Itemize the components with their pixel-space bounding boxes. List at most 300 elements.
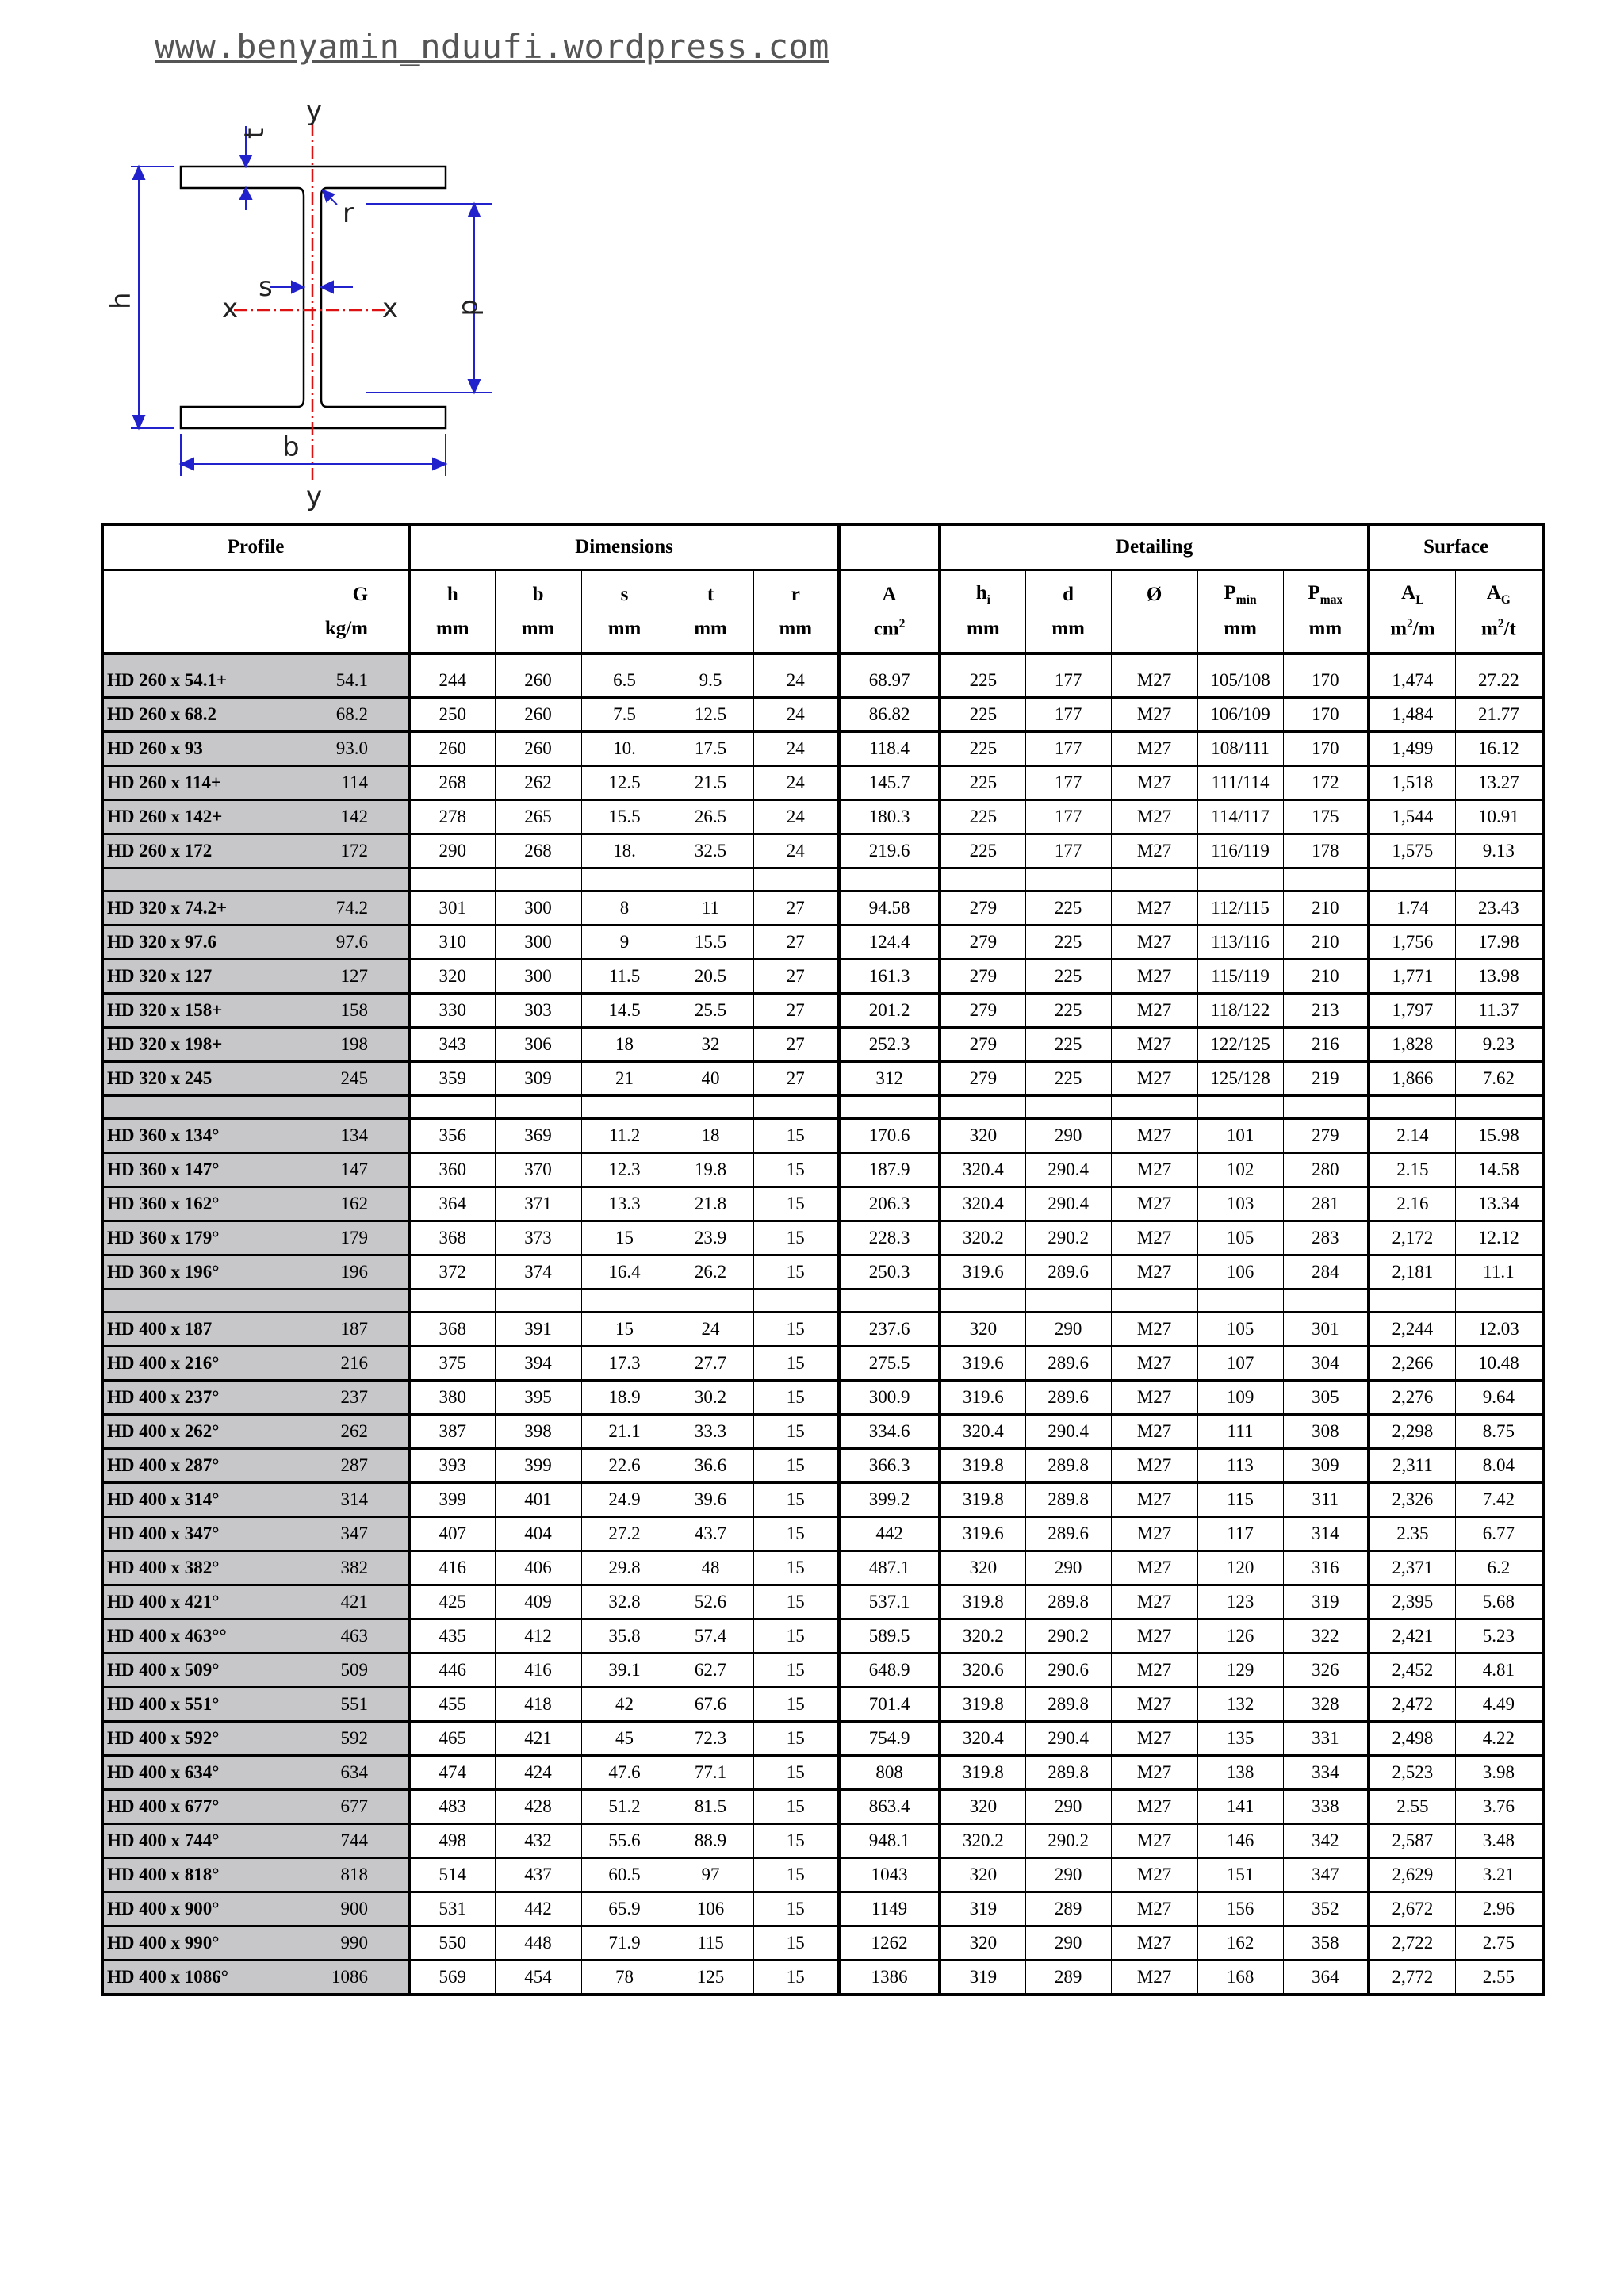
dim-r: 15: [753, 1892, 839, 1926]
profile-name: HD 400 x 1086°: [102, 1961, 253, 1995]
surf-AG: 12.12: [1455, 1221, 1543, 1255]
surf-AG: 13.98: [1455, 960, 1543, 994]
table-row: [102, 1381, 1543, 1415]
weight-G: 677: [253, 1790, 409, 1824]
dim-r: 15: [753, 1517, 839, 1551]
dim-h: 356: [409, 1119, 495, 1153]
dim-s: 39.1: [581, 1654, 668, 1688]
surf-AG: 3.21: [1455, 1858, 1543, 1892]
weight-G: 179: [253, 1221, 409, 1255]
det-hi: 320.4: [940, 1722, 1025, 1756]
label-h: h: [105, 292, 137, 309]
dim-r: 24: [753, 698, 839, 732]
col-G: G: [253, 570, 409, 613]
table-row: [102, 1187, 1543, 1221]
dim-b: 260: [495, 732, 581, 766]
surf-AG: 21.77: [1455, 698, 1543, 732]
spacer-cell: [753, 1290, 839, 1313]
table-row: [102, 1313, 1543, 1347]
dim-t: 25.5: [668, 994, 753, 1028]
dim-t: 19.8: [668, 1153, 753, 1187]
dim-b: 391: [495, 1313, 581, 1347]
det-phi: M27: [1111, 1619, 1197, 1654]
surf-AL: 1,518: [1369, 766, 1455, 800]
weight-G: 818: [253, 1858, 409, 1892]
surf-AL: 1,771: [1369, 960, 1455, 994]
weight-G: 68.2: [253, 698, 409, 732]
spacer-cell: [940, 868, 1025, 891]
det-pmax: 304: [1283, 1347, 1369, 1381]
surf-AG: 11.1: [1455, 1255, 1543, 1290]
column-unit-row: [102, 612, 1543, 654]
weight-G: 54.1: [253, 665, 409, 698]
weight-G: 592: [253, 1722, 409, 1756]
dim-h: 416: [409, 1551, 495, 1585]
profile-name: HD 400 x 990°: [102, 1926, 253, 1961]
det-pmin: 123: [1197, 1585, 1283, 1619]
spacer-cell: [1111, 1096, 1197, 1119]
dim-r: 15: [753, 1722, 839, 1756]
unit-d: mm: [1025, 612, 1111, 654]
dim-t: 33.3: [668, 1415, 753, 1449]
label-y-top: y: [306, 95, 323, 127]
det-d: 225: [1025, 1028, 1111, 1062]
dim-s: 24.9: [581, 1483, 668, 1517]
spacer-cell: [409, 654, 495, 665]
surf-AL: 1,828: [1369, 1028, 1455, 1062]
col-pmin: $P_{min}$: [1197, 570, 1283, 613]
det-phi: M27: [1111, 891, 1197, 926]
site-url[interactable]: www.benyamin_nduufi.wordpress.com: [155, 27, 829, 66]
spacer-cell: [1025, 654, 1111, 665]
dim-r: 15: [753, 1619, 839, 1654]
dim-t: 24: [668, 1313, 753, 1347]
det-hi: 320: [940, 1119, 1025, 1153]
dim-h: 407: [409, 1517, 495, 1551]
det-hi: 319.6: [940, 1517, 1025, 1551]
dim-b: 416: [495, 1654, 581, 1688]
det-hi: 320.4: [940, 1153, 1025, 1187]
surf-AG: 14.58: [1455, 1153, 1543, 1187]
dim-s: 45: [581, 1722, 668, 1756]
surf-AG: 16.12: [1455, 732, 1543, 766]
dim-h: 364: [409, 1187, 495, 1221]
det-pmax: 281: [1283, 1187, 1369, 1221]
dim-t: 20.5: [668, 960, 753, 994]
table-row: [102, 1790, 1543, 1824]
spacer-cell: [1111, 868, 1197, 891]
det-pmax: 280: [1283, 1153, 1369, 1187]
table-row: [102, 1756, 1543, 1790]
dim-b: 395: [495, 1381, 581, 1415]
surf-AG: 5.68: [1455, 1585, 1543, 1619]
spacer-cell: [839, 868, 940, 891]
surf-AG: 10.91: [1455, 800, 1543, 834]
dim-r: 15: [753, 1824, 839, 1858]
det-pmax: 178: [1283, 834, 1369, 868]
det-hi: 225: [940, 766, 1025, 800]
det-phi: M27: [1111, 1585, 1197, 1619]
table-row: [102, 1347, 1543, 1381]
dim-h: 244: [409, 665, 495, 698]
det-pmin: 117: [1197, 1517, 1283, 1551]
spacer-cell: [495, 654, 581, 665]
col-hi: $h_i$: [940, 570, 1025, 613]
dim-t: 88.9: [668, 1824, 753, 1858]
dim-t: 12.5: [668, 698, 753, 732]
profile-name: HD 400 x 744°: [102, 1824, 253, 1858]
section-separator-row: [102, 1096, 1543, 1119]
dim-b: 300: [495, 926, 581, 960]
dim-h: 250: [409, 698, 495, 732]
dim-r: 15: [753, 1221, 839, 1255]
spacer-cell: [1283, 868, 1369, 891]
det-hi: 319.8: [940, 1756, 1025, 1790]
surf-AL: 2.15: [1369, 1153, 1455, 1187]
dim-b: 398: [495, 1415, 581, 1449]
dim-t: 36.6: [668, 1449, 753, 1483]
dim-t: 17.5: [668, 732, 753, 766]
weight-G: 158: [253, 994, 409, 1028]
area-A: 228.3: [839, 1221, 940, 1255]
spacer-cell: [1455, 1096, 1543, 1119]
det-hi: 225: [940, 834, 1025, 868]
weight-G: 509: [253, 1654, 409, 1688]
det-d: 225: [1025, 960, 1111, 994]
surf-AL: 2,266: [1369, 1347, 1455, 1381]
det-hi: 320: [940, 1858, 1025, 1892]
dim-s: 21.1: [581, 1415, 668, 1449]
surf-AG: 9.64: [1455, 1381, 1543, 1415]
det-pmin: 113/116: [1197, 926, 1283, 960]
unit-G: kg/m: [253, 612, 409, 654]
surf-AL: 1,484: [1369, 698, 1455, 732]
dim-t: 39.6: [668, 1483, 753, 1517]
dim-b: 303: [495, 994, 581, 1028]
dim-t: 40: [668, 1062, 753, 1096]
area-A: 237.6: [839, 1313, 940, 1347]
det-pmax: 352: [1283, 1892, 1369, 1926]
dim-r: 15: [753, 1415, 839, 1449]
dim-t: 9.5: [668, 665, 753, 698]
table-row: [102, 1255, 1543, 1290]
dim-b: 262: [495, 766, 581, 800]
det-pmax: 311: [1283, 1483, 1369, 1517]
weight-G: 245: [253, 1062, 409, 1096]
dim-h: 368: [409, 1313, 495, 1347]
surf-AL: 2,244: [1369, 1313, 1455, 1347]
dim-s: 15: [581, 1313, 668, 1347]
dim-s: 16.4: [581, 1255, 668, 1290]
spacer-cell: [1197, 1290, 1283, 1313]
dim-s: 11.2: [581, 1119, 668, 1153]
dim-t: 26.2: [668, 1255, 753, 1290]
det-hi: 320.6: [940, 1654, 1025, 1688]
det-pmax: 338: [1283, 1790, 1369, 1824]
det-d: 225: [1025, 994, 1111, 1028]
header-gap-row: [102, 654, 1543, 665]
det-pmin: 146: [1197, 1824, 1283, 1858]
det-hi: 319.8: [940, 1449, 1025, 1483]
unit-h: mm: [409, 612, 495, 654]
dim-r: 15: [753, 1153, 839, 1187]
dim-s: 21: [581, 1062, 668, 1096]
dim-r: 24: [753, 800, 839, 834]
dim-r: 27: [753, 891, 839, 926]
surf-AG: 3.76: [1455, 1790, 1543, 1824]
unit-phi-blank: [1111, 612, 1197, 654]
col-b: b: [495, 570, 581, 613]
spacer-cell: [1283, 654, 1369, 665]
dim-h: 278: [409, 800, 495, 834]
surf-AL: 1,575: [1369, 834, 1455, 868]
surf-AG: 8.04: [1455, 1449, 1543, 1483]
surf-AG: 7.62: [1455, 1062, 1543, 1096]
label-t: t: [239, 128, 270, 139]
dim-h: 368: [409, 1221, 495, 1255]
dim-r: 15: [753, 1483, 839, 1517]
profile-name: HD 360 x 196°: [102, 1255, 253, 1290]
spacer-cell: [1455, 868, 1543, 891]
weight-G: 187: [253, 1313, 409, 1347]
profile-name: HD 400 x 382°: [102, 1551, 253, 1585]
surf-AL: 2,772: [1369, 1961, 1455, 1995]
spacer-cell: [409, 1096, 495, 1119]
unit-AL: $m^2/m$: [1369, 612, 1455, 654]
det-pmin: 113: [1197, 1449, 1283, 1483]
spacer-cell: [940, 1096, 1025, 1119]
group-area-blank: [839, 524, 940, 570]
area-A: 334.6: [839, 1415, 940, 1449]
surf-AG: 12.03: [1455, 1313, 1543, 1347]
weight-G: 198: [253, 1028, 409, 1062]
profile-name: HD 400 x 421°: [102, 1585, 253, 1619]
profile-name: HD 360 x 134°: [102, 1119, 253, 1153]
dim-s: 27.2: [581, 1517, 668, 1551]
dim-r: 15: [753, 1790, 839, 1824]
surf-AG: 5.23: [1455, 1619, 1543, 1654]
profile-name: HD 320 x 158+: [102, 994, 253, 1028]
table-row: [102, 1119, 1543, 1153]
det-d: 225: [1025, 926, 1111, 960]
det-d: 177: [1025, 766, 1111, 800]
profile-name: HD 260 x 93: [102, 732, 253, 766]
spacer-cell: [753, 654, 839, 665]
surf-AG: 2.55: [1455, 1961, 1543, 1995]
area-A: 124.4: [839, 926, 940, 960]
spacer-cell: [581, 868, 668, 891]
det-pmax: 309: [1283, 1449, 1369, 1483]
det-pmax: 213: [1283, 994, 1369, 1028]
det-d: 225: [1025, 1062, 1111, 1096]
spacer-cell: [753, 1096, 839, 1119]
det-d: 290.2: [1025, 1824, 1111, 1858]
column-symbol-row: [102, 570, 1543, 613]
surf-AG: 10.48: [1455, 1347, 1543, 1381]
dim-r: 27: [753, 1062, 839, 1096]
det-hi: 320: [940, 1926, 1025, 1961]
det-d: 290.4: [1025, 1722, 1111, 1756]
dim-r: 27: [753, 1028, 839, 1062]
spacer-cell: [581, 654, 668, 665]
det-pmin: 135: [1197, 1722, 1283, 1756]
dim-h: 359: [409, 1062, 495, 1096]
surf-AL: 2,452: [1369, 1654, 1455, 1688]
dim-t: 30.2: [668, 1381, 753, 1415]
det-hi: 320.2: [940, 1824, 1025, 1858]
table-row: [102, 1654, 1543, 1688]
det-hi: 279: [940, 960, 1025, 994]
det-phi: M27: [1111, 1255, 1197, 1290]
dim-h: 393: [409, 1449, 495, 1483]
spacer-cell: [409, 868, 495, 891]
spacer-cell: [1283, 1096, 1369, 1119]
unit-profile-blank: [102, 612, 253, 654]
det-phi: M27: [1111, 960, 1197, 994]
det-pmin: 132: [1197, 1688, 1283, 1722]
dim-t: 15.5: [668, 926, 753, 960]
surf-AG: 3.98: [1455, 1756, 1543, 1790]
surf-AG: 17.98: [1455, 926, 1543, 960]
spacer-cell: [1369, 1290, 1455, 1313]
spacer-cell: [839, 654, 940, 665]
dim-s: 11.5: [581, 960, 668, 994]
profile-name: HD 360 x 147°: [102, 1153, 253, 1187]
table-row: [102, 1619, 1543, 1654]
det-phi: M27: [1111, 732, 1197, 766]
det-phi: M27: [1111, 1028, 1197, 1062]
det-phi: M27: [1111, 1551, 1197, 1585]
dim-h: 260: [409, 732, 495, 766]
surf-AL: 2.55: [1369, 1790, 1455, 1824]
surf-AL: 1.74: [1369, 891, 1455, 926]
det-d: 290: [1025, 1313, 1111, 1347]
det-pmin: 108/111: [1197, 732, 1283, 766]
table-row: [102, 994, 1543, 1028]
spacer-cell: [102, 654, 253, 665]
det-hi: 319.6: [940, 1381, 1025, 1415]
area-A: 161.3: [839, 960, 940, 994]
dim-s: 8: [581, 891, 668, 926]
dim-h: 330: [409, 994, 495, 1028]
section-separator-row: [102, 868, 1543, 891]
area-A: 1149: [839, 1892, 940, 1926]
spacer-cell: [1369, 868, 1455, 891]
surf-AL: 2,172: [1369, 1221, 1455, 1255]
surf-AG: 2.96: [1455, 1892, 1543, 1926]
det-hi: 225: [940, 732, 1025, 766]
col-pmax: $P_{max}$: [1283, 570, 1369, 613]
det-d: 289.6: [1025, 1347, 1111, 1381]
unit-b: mm: [495, 612, 581, 654]
surf-AG: 2.75: [1455, 1926, 1543, 1961]
spacer-cell: [1283, 1290, 1369, 1313]
det-phi: M27: [1111, 1153, 1197, 1187]
table-row: [102, 1153, 1543, 1187]
dim-s: 55.6: [581, 1824, 668, 1858]
dim-b: 370: [495, 1153, 581, 1187]
surf-AL: 2,421: [1369, 1619, 1455, 1654]
det-pmax: 216: [1283, 1028, 1369, 1062]
dim-s: 10.: [581, 732, 668, 766]
det-hi: 319.8: [940, 1585, 1025, 1619]
dim-s: 42: [581, 1688, 668, 1722]
det-pmax: 326: [1283, 1654, 1369, 1688]
det-d: 289.6: [1025, 1255, 1111, 1290]
table-row: [102, 926, 1543, 960]
spacer-cell: [668, 868, 753, 891]
dim-h: 455: [409, 1688, 495, 1722]
det-phi: M27: [1111, 698, 1197, 732]
det-d: 290.4: [1025, 1187, 1111, 1221]
det-phi: M27: [1111, 1381, 1197, 1415]
det-pmin: 156: [1197, 1892, 1283, 1926]
weight-G: 262: [253, 1415, 409, 1449]
dim-s: 51.2: [581, 1790, 668, 1824]
weight-G: 347: [253, 1517, 409, 1551]
dim-t: 97: [668, 1858, 753, 1892]
dim-h: 399: [409, 1483, 495, 1517]
surf-AL: 2,395: [1369, 1585, 1455, 1619]
col-s: s: [581, 570, 668, 613]
det-pmin: 105/108: [1197, 665, 1283, 698]
surf-AG: 6.77: [1455, 1517, 1543, 1551]
det-pmin: 101: [1197, 1119, 1283, 1153]
profile-name: HD 320 x 198+: [102, 1028, 253, 1062]
dim-r: 15: [753, 1187, 839, 1221]
dimension-lines: [131, 126, 492, 476]
profile-name: HD 320 x 245: [102, 1062, 253, 1096]
det-d: 177: [1025, 732, 1111, 766]
dim-h: 343: [409, 1028, 495, 1062]
spacer-cell: [581, 1096, 668, 1119]
dim-h: 435: [409, 1619, 495, 1654]
dim-t: 57.4: [668, 1619, 753, 1654]
spacer-cell: [1455, 654, 1543, 665]
det-pmin: 125/128: [1197, 1062, 1283, 1096]
area-A: 948.1: [839, 1824, 940, 1858]
surf-AL: 2,326: [1369, 1483, 1455, 1517]
det-pmax: 319: [1283, 1585, 1369, 1619]
dim-s: 22.6: [581, 1449, 668, 1483]
dim-r: 24: [753, 732, 839, 766]
dim-h: 569: [409, 1961, 495, 1995]
det-d: 290.4: [1025, 1415, 1111, 1449]
dim-r: 24: [753, 834, 839, 868]
det-d: 290: [1025, 1551, 1111, 1585]
spacer-cell: [940, 654, 1025, 665]
spacer-cell: [102, 1096, 253, 1119]
dim-r: 15: [753, 1585, 839, 1619]
dim-r: 15: [753, 1654, 839, 1688]
unit-A: $cm^2$: [839, 612, 940, 654]
dim-b: 260: [495, 698, 581, 732]
spacer-cell: [102, 868, 253, 891]
spacer-cell: [940, 1290, 1025, 1313]
profile-name: HD 400 x 216°: [102, 1347, 253, 1381]
dim-t: 48: [668, 1551, 753, 1585]
det-d: 289: [1025, 1892, 1111, 1926]
profile-name: HD 400 x 463°°: [102, 1619, 253, 1654]
weight-G: 196: [253, 1255, 409, 1290]
dim-b: 300: [495, 891, 581, 926]
col-t: t: [668, 570, 753, 613]
det-phi: M27: [1111, 926, 1197, 960]
table-body: [102, 654, 1543, 1995]
det-hi: 319: [940, 1961, 1025, 1995]
profile-name: HD 400 x 347°: [102, 1517, 253, 1551]
det-hi: 225: [940, 800, 1025, 834]
